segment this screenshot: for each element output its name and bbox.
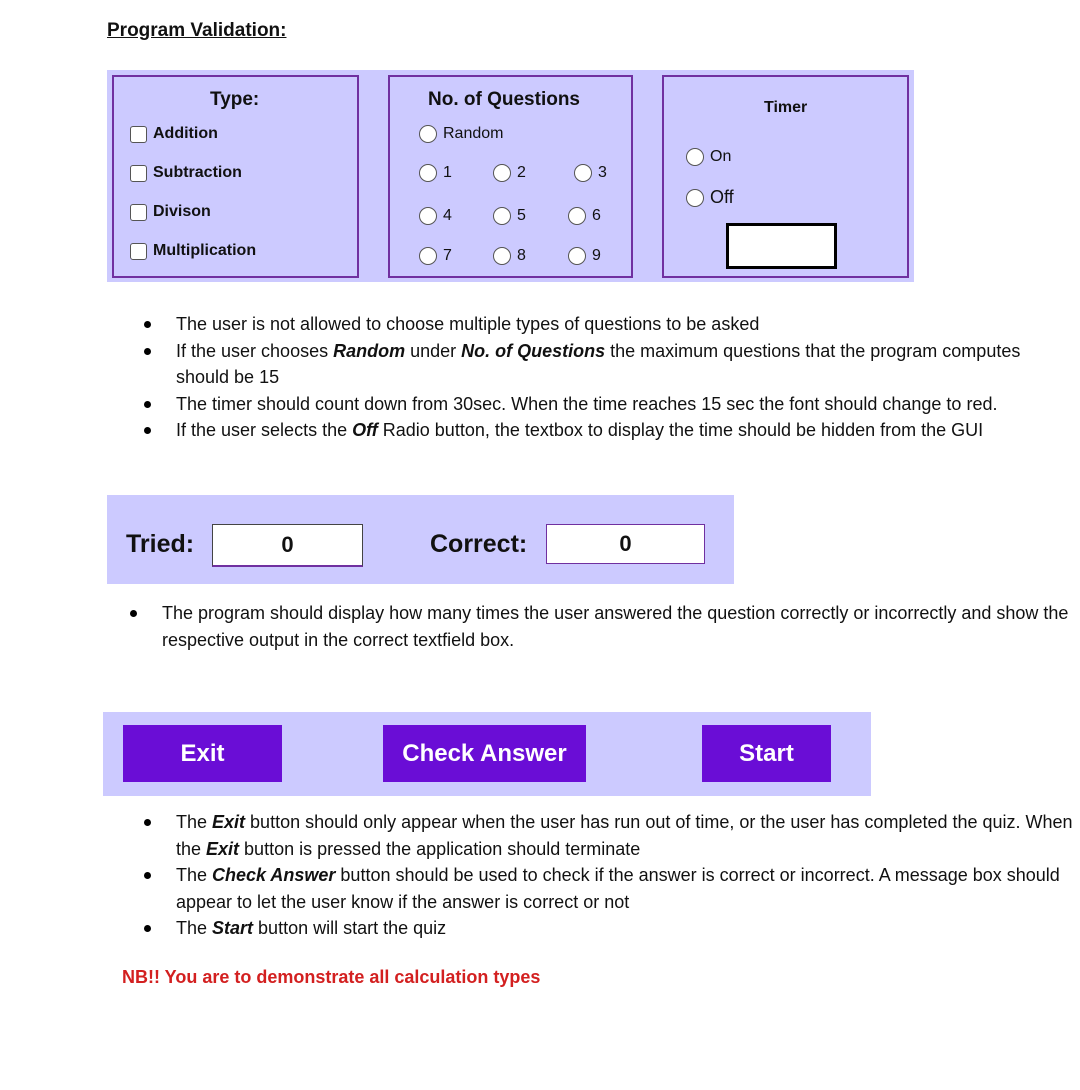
radio-circle[interactable] bbox=[493, 164, 511, 182]
correct-label: Correct: bbox=[430, 530, 528, 558]
radio-q3[interactable] bbox=[574, 164, 607, 182]
list-item: The Start button will start the quiz bbox=[176, 915, 1076, 942]
type-group bbox=[112, 75, 359, 278]
radio-circle[interactable] bbox=[419, 164, 437, 182]
radio-label: 4 bbox=[443, 207, 452, 224]
radio-label: 1 bbox=[443, 164, 452, 181]
radio-random[interactable] bbox=[419, 125, 503, 143]
radio-q9[interactable] bbox=[568, 247, 601, 265]
radio-label: 7 bbox=[443, 247, 452, 264]
checkbox-box[interactable] bbox=[130, 243, 147, 260]
timer-group bbox=[662, 75, 909, 278]
checkbox-label: Divison bbox=[153, 203, 211, 220]
checkbox-subtraction[interactable] bbox=[130, 164, 242, 182]
score-panel bbox=[107, 495, 734, 584]
page-heading: Program Validation: bbox=[107, 20, 287, 41]
questions-group-title: No. of Questions bbox=[428, 89, 580, 110]
radio-timer-off[interactable] bbox=[686, 187, 734, 208]
requirements-list-1 bbox=[176, 311, 1076, 444]
radio-label: On bbox=[710, 148, 732, 165]
checkbox-multiplication[interactable] bbox=[130, 242, 256, 260]
radio-circle[interactable] bbox=[568, 207, 586, 225]
radio-circle[interactable] bbox=[568, 247, 586, 265]
radio-label: 2 bbox=[517, 164, 526, 181]
radio-label: 6 bbox=[592, 207, 601, 224]
radio-q8[interactable] bbox=[493, 247, 526, 265]
radio-q5[interactable] bbox=[493, 207, 526, 225]
tried-label: Tried: bbox=[126, 530, 195, 558]
list-item: The Exit button should only appear when the user has run out of time, or the user has completed the quiz. When the Exit button is pressed the application should terminate bbox=[176, 809, 1076, 862]
requirements-list-3 bbox=[176, 809, 1076, 942]
timer-textbox[interactable] bbox=[726, 223, 837, 269]
check-answer-button[interactable]: Check Answer bbox=[383, 725, 586, 782]
radio-q4[interactable] bbox=[419, 207, 452, 225]
type-group-title: Type: bbox=[210, 89, 260, 110]
checkbox-division[interactable] bbox=[130, 203, 211, 221]
questions-group bbox=[388, 75, 633, 278]
list-item: If the user selects the Off Radio button, the textbox to display the time should be hidden from the GUI bbox=[176, 417, 1076, 444]
radio-circle[interactable] bbox=[686, 189, 704, 207]
exit-button[interactable]: Exit bbox=[123, 725, 282, 782]
list-item: If the user chooses Random under No. of Questions the maximum questions that the program computes should be 15 bbox=[176, 338, 1076, 391]
checkbox-box[interactable] bbox=[130, 126, 147, 143]
tried-field: 0 bbox=[212, 524, 363, 567]
list-item: The program should display how many times the user answered the question correctly or incorrectly and show the respective output in the correct textfield box. bbox=[162, 600, 1074, 653]
radio-q1[interactable] bbox=[419, 164, 452, 182]
list-item: The user is not allowed to choose multiple types of questions to be asked bbox=[176, 311, 1076, 338]
radio-circle[interactable] bbox=[493, 207, 511, 225]
list-item: The timer should count down from 30sec. When the time reaches 15 sec the font should change to red. bbox=[176, 391, 1076, 418]
list-item: The Check Answer button should be used to check if the answer is correct or incorrect. A message box should appear to let the user know if the answer is correct or not bbox=[176, 862, 1076, 915]
checkbox-label: Multiplication bbox=[153, 242, 257, 259]
checkbox-box[interactable] bbox=[130, 204, 147, 221]
radio-circle[interactable] bbox=[419, 247, 437, 265]
timer-group-title: Timer bbox=[764, 99, 808, 116]
radio-q7[interactable] bbox=[419, 247, 452, 265]
radio-circle[interactable] bbox=[574, 164, 592, 182]
radio-circle[interactable] bbox=[686, 148, 704, 166]
radio-circle[interactable] bbox=[419, 125, 437, 143]
checkbox-addition[interactable] bbox=[130, 125, 218, 143]
radio-timer-on[interactable] bbox=[686, 148, 731, 166]
start-button[interactable]: Start bbox=[702, 725, 831, 782]
checkbox-label: Subtraction bbox=[153, 164, 242, 181]
checkbox-box[interactable] bbox=[130, 165, 147, 182]
checkbox-label: Addition bbox=[153, 125, 218, 142]
radio-q6[interactable] bbox=[568, 207, 601, 225]
radio-label: 3 bbox=[598, 164, 607, 181]
settings-panel bbox=[107, 70, 914, 282]
radio-q2[interactable] bbox=[493, 164, 526, 182]
radio-label: Random bbox=[443, 125, 504, 142]
radio-label: 9 bbox=[592, 247, 601, 264]
radio-label: 8 bbox=[517, 247, 526, 264]
radio-circle[interactable] bbox=[419, 207, 437, 225]
radio-label: 5 bbox=[517, 207, 526, 224]
radio-circle[interactable] bbox=[493, 247, 511, 265]
note-text: NB!! You are to demonstrate all calculation types bbox=[122, 967, 541, 987]
requirements-list-2 bbox=[162, 600, 1074, 653]
radio-label: Off bbox=[710, 187, 734, 207]
correct-field: 0 bbox=[546, 524, 705, 564]
button-panel bbox=[103, 712, 871, 796]
